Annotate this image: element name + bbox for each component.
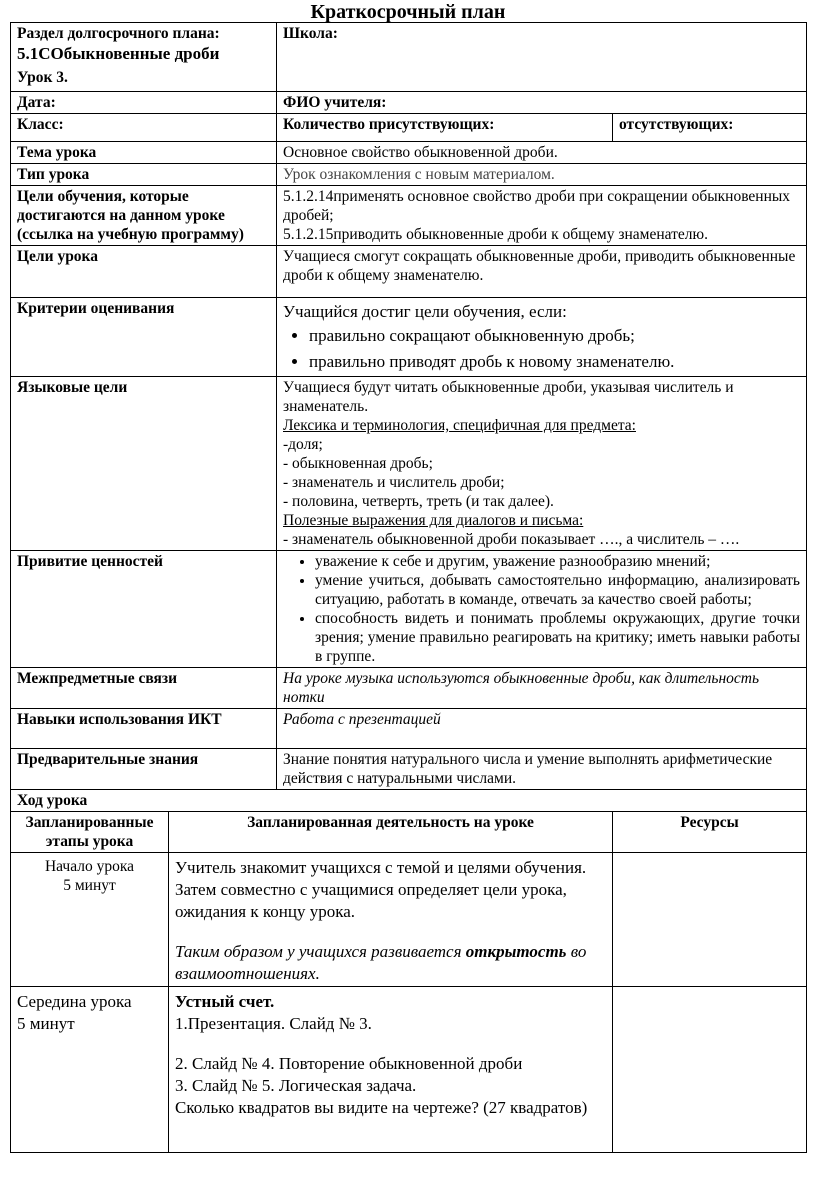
lang-cell (277, 377, 807, 551)
mid-line: 3. Слайд № 5. Логическая задача. (175, 1076, 417, 1095)
start-note-a: Таким образом у учащихся развивается (175, 942, 466, 961)
lang-phrases-heading: Полезные выражения для диалогов и письма: (283, 512, 584, 529)
values-label: Привитие ценностей (11, 551, 277, 668)
prior-row (11, 749, 807, 790)
start-row (11, 853, 807, 987)
type-value: Урок ознакомления с новым материалом. (277, 164, 807, 186)
criteria-intro: Учащийся достиг цели обучения, если: (283, 302, 567, 321)
cross-label: Межпредметные связи (11, 668, 277, 709)
mid-heading: Устный счет. (175, 992, 275, 1011)
start-note-b: открытость (465, 942, 567, 961)
lang-label: Языковые цели (11, 377, 277, 551)
type-label: Тип урока (11, 164, 277, 186)
col-resources: Ресурсы (613, 812, 807, 853)
topic-label: Тема урока (11, 142, 277, 164)
criteria-cell (277, 298, 807, 377)
start-activity-cell (169, 853, 613, 987)
start-note (175, 941, 606, 985)
course-heading: Ход урока (11, 790, 807, 812)
values-item: • способность видеть и понимать проблемы окружающих, другие точки зрения; умение правильно реагировать на критику; иметь навыки работы в группе. (315, 609, 800, 666)
cross-row (11, 668, 807, 709)
topic-row (11, 142, 807, 164)
values-item: • уважение к себе и другим, уважение разнообразию мнений; (315, 552, 800, 571)
lang-vocab-item: -доля; (283, 436, 323, 453)
mid-line: Сколько квадратов вы видите на чертеже? (27 квадратов) (175, 1098, 588, 1117)
present-label: Количество присутствующих: (277, 114, 613, 142)
criteria-row (11, 298, 807, 377)
mid-time: 5 минут (17, 1014, 75, 1033)
class-row (11, 114, 807, 142)
lang-phrases-item: - знаменатель обыкновенной дроби показывает …., а числитель – …. (283, 531, 740, 548)
ict-label: Навыки использования ИКТ (11, 709, 277, 749)
col-stages: Запланированные этапы урока (11, 812, 169, 853)
mid-stage-cell (11, 987, 169, 1153)
start-text: Учитель знакомит учащихся с темой и целями обучения. Затем совместно с учащимися определяет цели урока, ожидания к концу урока. (175, 858, 587, 921)
values-row (11, 551, 807, 668)
mid-resources (613, 987, 807, 1153)
class-label: Класс: (11, 114, 277, 142)
page-title: Краткосрочный план (310, 1, 506, 23)
criteria-label: Критерии оценивания (11, 298, 277, 377)
section-value: 5.1СОбыкновенные дроби (17, 44, 220, 63)
absent-label: отсутствующих: (613, 114, 807, 142)
ict-row (11, 709, 807, 749)
criteria-list (283, 323, 800, 375)
ict-value: Работа с презентацией (277, 709, 807, 749)
cross-value: На уроке музыка используются обыкновенные дроби, как длительность нотки (277, 668, 807, 709)
col-activity: Запланированная деятельность на уроке (169, 812, 613, 853)
lang-vocab-item: - обыкновенная дробь; (283, 455, 433, 472)
prior-value: Знание понятия натурального числа и умение выполнять арифметические действия с натуральными числами. (277, 749, 807, 790)
start-stage: Начало урока (44, 858, 135, 875)
section-row (11, 23, 807, 92)
goal-item: 5.1.2.14применять основное свойство дроби при сокращении обыкновенных дробей; (283, 188, 791, 224)
lang-vocab-item: - половина, четверть, треть (и так далее). (283, 493, 554, 510)
lang-vocab-heading: Лексика и терминология, специфичная для предмета: (283, 417, 636, 434)
values-cell (277, 551, 807, 668)
goals-label: Цели обучения, которые достигаются на данном уроке (ссылка на учебную программу) (11, 186, 277, 246)
course-header-row (11, 812, 807, 853)
mid-line: 1.Презентация. Слайд № 3. (175, 1014, 372, 1033)
section-cell (11, 23, 277, 92)
goal-item: 5.1.2.15приводить обыкновенные дроби к общему знаменателю. (283, 226, 708, 243)
lang-row (11, 377, 807, 551)
values-item: • умение учиться, добывать самостоятельно информацию, анализировать ситуацию, работать в команде, отвечать за качество своей работы; (315, 571, 800, 609)
start-stage-cell (11, 853, 169, 987)
type-row (11, 164, 807, 186)
lesson-goals-value: Учащиеся смогут сокращать обыкновенные дроби, приводить обыкновенные дроби к общему знаменателю. (277, 246, 807, 298)
mid-line: 2. Слайд № 4. Повторение обыкновенной дроби (175, 1054, 523, 1073)
date-label: Дата: (11, 92, 277, 114)
topic-value: Основное свойство обыкновенной дроби. (277, 142, 807, 164)
mid-row (11, 987, 807, 1153)
criteria-item: • правильно сокращают обыкновенную дробь; (309, 323, 800, 349)
lesson-goals-label: Цели урока (11, 246, 277, 298)
mid-activity-cell (169, 987, 613, 1153)
section-label: Раздел долгосрочного плана: (17, 25, 220, 42)
school-label: Школа: (283, 25, 338, 42)
start-time: 5 минут (63, 877, 116, 894)
start-note-c: во взаимоотношениях. (175, 942, 587, 983)
criteria-item: • правильно приводят дробь к новому знаменателю. (309, 349, 800, 375)
goals-values (277, 186, 807, 246)
course-heading-row (11, 790, 807, 812)
values-list (283, 552, 800, 666)
start-resources (613, 853, 807, 987)
lang-intro: Учащиеся будут читать обыкновенные дроби, указывая числитель и знаменатель. (283, 379, 734, 415)
lesson-number: Урок 3. (17, 69, 68, 86)
lesson-goals-row (11, 246, 807, 298)
lang-vocab-item: - знаменатель и числитель дроби; (283, 474, 505, 491)
teacher-label: ФИО учителя: (277, 92, 807, 114)
date-row (11, 92, 807, 114)
prior-label: Предварительные знания (11, 749, 277, 790)
lesson-plan-table (10, 22, 807, 1153)
goals-row (11, 186, 807, 246)
school-cell (277, 23, 807, 92)
mid-stage: Середина урока (17, 992, 132, 1011)
